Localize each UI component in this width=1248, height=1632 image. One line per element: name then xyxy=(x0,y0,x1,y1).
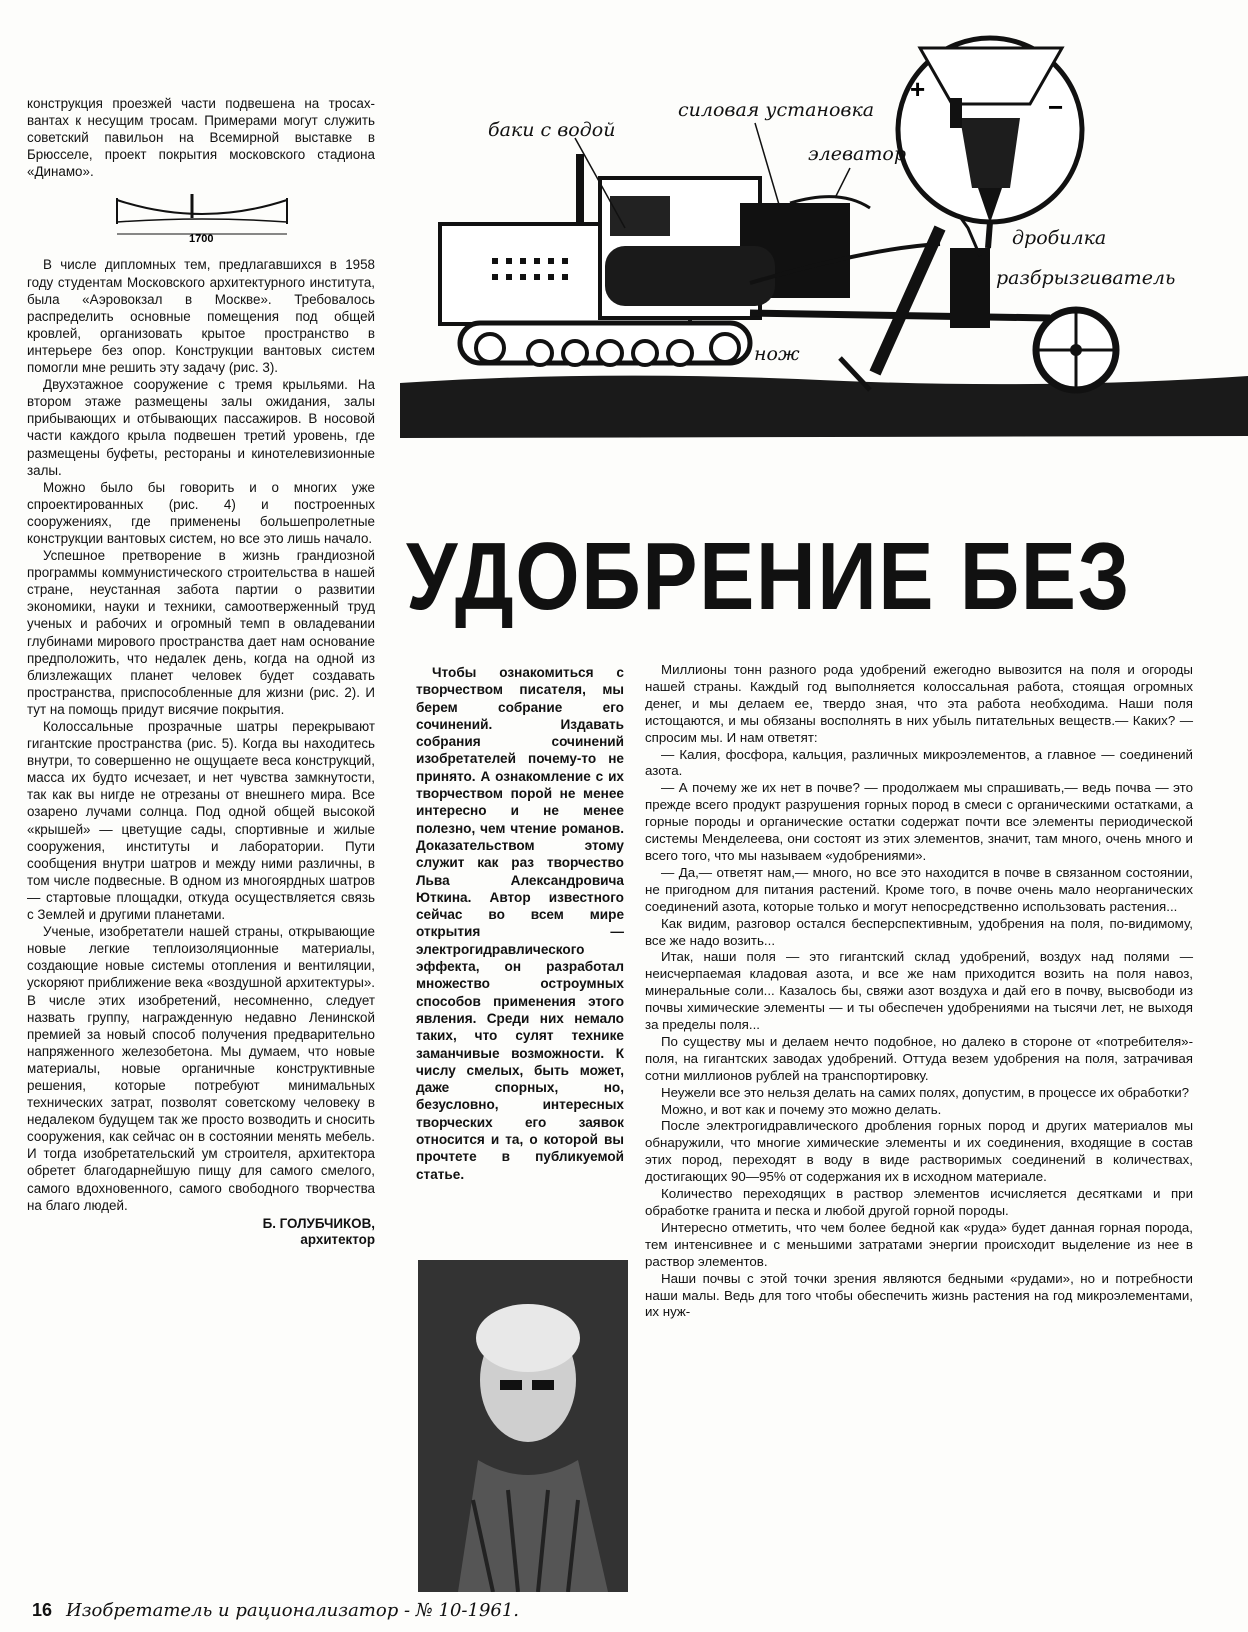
author-name: Б. ГОЛУБЧИКОВ, xyxy=(262,1215,375,1231)
label-elevator: элеватор xyxy=(808,143,906,165)
paragraph: По существу мы и делаем нечто подобное, но далеко в стороне от «потребителя»-поля, на гигантских заводах удобрений. Оттуда везем удобрения на поля, затрачивая сотни миллионов рублей на транспортировку. xyxy=(645,1033,1193,1083)
paragraph: Наши почвы с этой точки зрения являются бедными «рудами», но и потребности наши малы. Ведь для того чтобы обеспечить жизнь растения на год микроэлементами, их нуж- xyxy=(645,1270,1193,1320)
paragraph: Как видим, разговор остался бесперспективным, удобрения на поля, по-видимому, все же надо возить... xyxy=(645,915,1193,948)
paragraph: Колоссальные прозрачные шатры перекрывают гигантские пространства (рис. 5). Когда вы находитесь внутри, то совершенно не ощущаете веса конструкций, масса их будто исчезает, и нет чувства замкнутости, так как вы нигде не отрезаны от внешнего мира. Все озарено лучами солнца. Под одной общей высокой «крышей» — цветущие сады, спортивные и жилые сооружения, институты и лаборатории. Пути сообщения внутри шатров и между ними различны, в том числе подвесные. В одном из многоярдных шатров — стартовые площадки, откуда осуществляется связь с Землей и другими планетами. xyxy=(27,719,375,923)
suspension-diagram-figure xyxy=(107,188,297,244)
author-signature xyxy=(27,1216,375,1248)
label-water-tanks: баки с водой xyxy=(488,119,616,141)
paragraph: — Калия, фосфора, кальция, различных микроэлементов, а главное — соединений азота. xyxy=(645,746,1193,779)
paragraph: Можно было бы говорить и о многих уже спроектированных (рис. 4) и построенных сооружениях, где применены большепролетные конструкции вантовых систем, но все это лишь начало. xyxy=(27,479,375,546)
plus-sign: + xyxy=(910,74,926,104)
paragraph: Успешное претворение в жизнь грандиозной программы коммунистического строительства в нашей стране, неустанная забота партии о развитии экономики, науки и техники, самоотверженный труд ученых и рабочих и огромный темп в овладевании глубинами мирового пространства дает нам основание предположить, что недалек день, когда на одной из близлежащих планет человек будет создавать пространства, приспособленные для жизни (рис. 2). И тут на помощь придут висячие покрытия. xyxy=(27,548,375,717)
author-role: архитектор xyxy=(300,1231,375,1247)
page-number: 16 xyxy=(32,1600,53,1620)
paragraph: Интересно отметить, что чем более бедной как «руда» будет данная горная порода, тем интенсивнее и с меньшими затратами энергии происходит выделение из нее в раствор элементов. xyxy=(645,1219,1193,1269)
label-sprayer: разбрызгиватель xyxy=(996,267,1176,289)
label-crusher: дробилка xyxy=(1012,227,1107,249)
article-column-right xyxy=(645,662,1193,1321)
paragraph: конструкция проезжей части подвешена на тросах-вантах к несущим тросам. Примерами могут служить советский павильон на Всемирной выставке в Брюсселе, проект покрытия московского стадиона «Динамо». xyxy=(27,96,375,180)
tractor-illustration xyxy=(400,18,1248,466)
paragraph: Двухэтажное сооружение с тремя крыльями. На втором этаже размещены залы ожидания, залы прибывающих и отбывающих пассажиров. В носовой части каждого крыла подвешен третий уровень, где размещены буфеты, рестораны и кинотелевизионные залы. xyxy=(27,377,375,478)
minus-sign: − xyxy=(1048,92,1064,122)
figure-dimension-label: 1700 xyxy=(189,233,214,245)
article-headline: УДОБРЕНИЕ БЕЗ xyxy=(406,523,1132,630)
label-power-unit: силовая установка xyxy=(678,99,875,121)
paragraph: Можно, и вот как и почему это можно делать. xyxy=(661,1101,942,1117)
paragraph: Итак, наши поля — это гигантский склад удобрений, воздух над полями — неисчерпаемая кладовая азота, и все же нам приходится возить на поля навоз, минеральные соли... Казалось бы, свяжи азот воздуха и дай его в почву, высвободи из почвы химические элементы — и ты обеспечен удобрениями на тысячи лет, не выходя за пределы поля... xyxy=(645,949,1193,1033)
paragraph: Миллионы тонн разного рода удобрений ежегодно вывозится на поля и огороды нашей страны. Каждый год выполняется колоссальная работа, стоящая огромных денег, и мы делаем ее, твердо зная, что эта работа необходима. Наши поля истощаются, и мы обязаны восполнять в них убыль питательных веществ.— Каких? — спросим мы. И нам ответят: xyxy=(645,662,1193,745)
label-knife: нож xyxy=(754,343,800,365)
paragraph: Количество переходящих в раствор элементов исчисляется десятками и при обработке гранита и песка и любой другой горной породы. xyxy=(645,1186,1193,1218)
magazine-title: Изобретатель и рационализатор - № 10-1961. xyxy=(66,1600,520,1621)
paragraph: В числе дипломных тем, предлагавшихся в 1958 году студентам Московского архитектурного института, была «Аэровокзал в Москве». Требовалось распределить основные помещения под общей кровлей, организовать крытое пространство в интерьере без опор. Конструкции вантовых систем помогли мне решить эту задачу (рис. 3). xyxy=(27,257,375,376)
paragraph: — А почему же их нет в почве? — продолжаем мы спрашивать,— ведь почва — это прежде всего продукт разрушения горных пород в смеси с органическими остатками, а горные породы и органические остатки содержат почти все элементы периодической системы Менделеева, они состоят из этих элементов, значит, там много, очень много и всего того, что мы называем «удобрениями». xyxy=(645,780,1193,863)
paragraph: — Да,— ответят нам,— много, но все это находится в почве в связанном состоянии, не пригодном для питания растений. Кроме того, в почве очень мало неорганических соединений азота, которые только и могут непосредственно использовать растения... xyxy=(645,864,1193,914)
author-portrait-photo xyxy=(418,1260,628,1592)
article-intro-column xyxy=(416,664,624,1183)
paragraph: Ученые, изобретатели нашей страны, открывающие новые легкие теплоизоляционные материалы, создающие новые системы отопления и вентиляции, ускоряют приближение века «воздушной архитектуры». В числе этих изобретений, несомненно, следует назвать группу, награжденную недавно Ленинской премией за новый способ получения предварительно напряженного железобетона. Мы думаем, что новые материалы, новые органичные конструктивные решения, которые потребуют минимальных технических затрат, позволят советскому человеку в недалеком будущем так же просто возводить и сносить сооружения, как сейчас он в состоянии менять мебель. И тогда изобретательский ум строителя, архитектора обретет благодарнейшую пищу для самого смелого, самого вдохновенного, самого свободного творчества на благо людей. xyxy=(27,924,375,1213)
page-footer xyxy=(32,1600,519,1621)
paragraph: После электрогидравлического дробления горных пород и других материалов мы обнаружили, что многие химические элементы и их соединения, входящие в состав этих пород, переходят в воду в виде растворимых соединений в количествах, достигающих 90—95% от содержания их в исходном материале. xyxy=(645,1118,1193,1185)
intro-paragraph: Чтобы ознакомиться с творчеством писателя, мы берем собрание его сочинений. Издавать собрания сочинений изобретателей почему-то не принято. А ознакомление с их творчеством порой не менее интересно и не менее полезно, чем чтение романов. Доказательством этому служит как раз творчество Льва Александровича Юткина. Автор известного сейчас во всем мире открытия — электрогидравлического эффекта, он разработал множество остроумных способов применения этого явления. Среди них немало таких, что сулят технике заманчивые возможности. К числу смелых, быть может, даже спорных, но, безусловно, интересных творческих его заявок относится и та, о которой вы прочтете в публикуемой статье. xyxy=(416,665,624,1182)
article-column-left xyxy=(27,95,375,1248)
paragraph: Неужели все это нельзя делать на самих полях, допустим, в процессе их обработки? xyxy=(661,1084,1190,1100)
